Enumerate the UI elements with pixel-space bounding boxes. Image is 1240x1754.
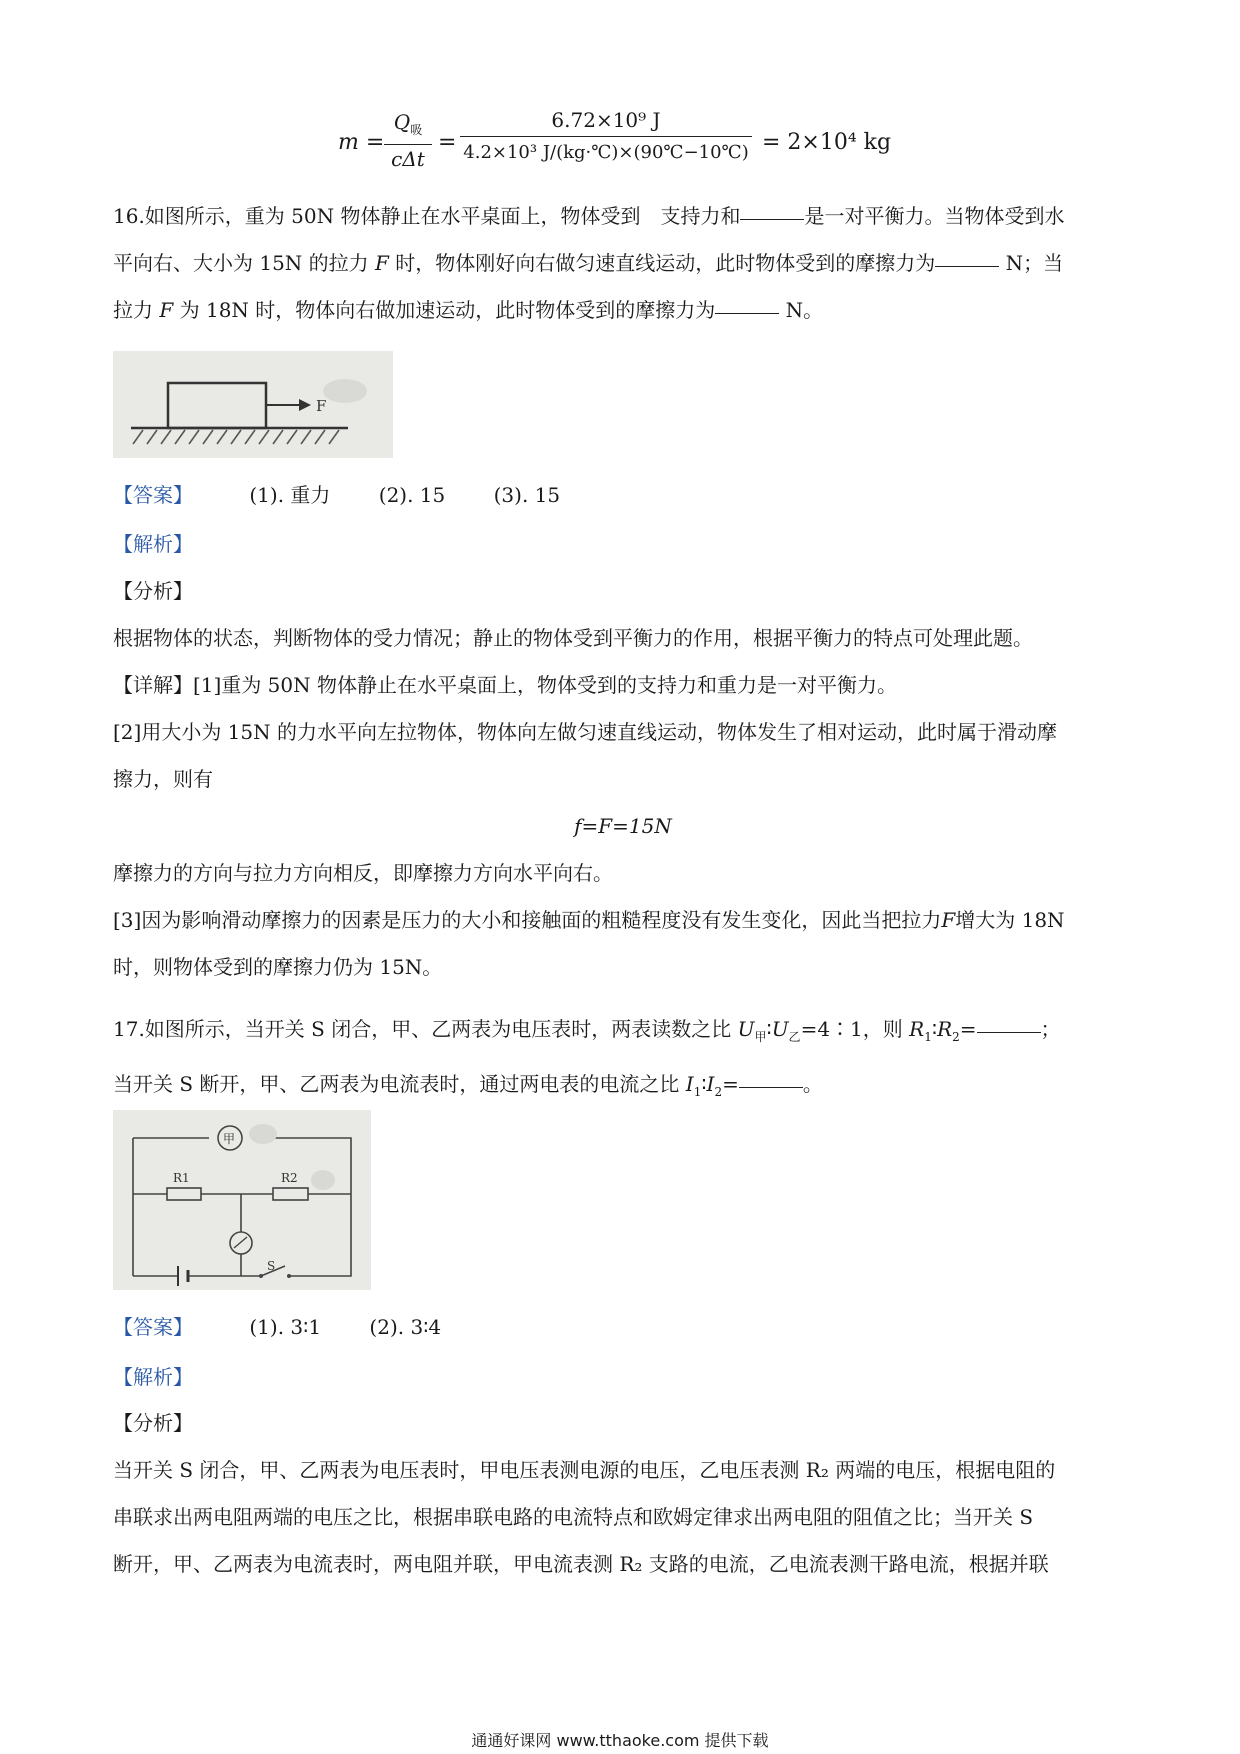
answer-16 bbox=[113, 480, 602, 510]
figure-force-label: F bbox=[316, 397, 327, 415]
r1-label: R1 bbox=[173, 1171, 190, 1185]
answer-item: (1). 3∶1 bbox=[249, 1315, 322, 1339]
answer-item: (3). 15 bbox=[493, 483, 561, 507]
q17-line-1: 17.如图所示，当开关 S 闭合，甲、乙两表为电压表时，两表读数之比 $U_甲∶U_乙=4∶1$，则 $R_1∶R_2=$ ； bbox=[113, 1017, 1061, 1044]
formula-frac1-num: Q bbox=[393, 110, 411, 134]
formula-frac2-num: 6.72×10⁹ J bbox=[551, 108, 661, 132]
analysis-17-line-1: 当开关 S 闭合，甲、乙两表为电压表时，甲电压表测电源的电压，乙电压表测 R₂ 两端的电压，根据电阻的 bbox=[113, 1458, 1056, 1482]
q17-line-2: 当开关 S 断开，甲、乙两表为电流表时，通过两电表的电流之比 $I_1∶I_2=$ 。 bbox=[113, 1072, 823, 1099]
formula bbox=[338, 100, 918, 180]
q16-line-1: 16.如图所示，重为 50N 物体静止在水平桌面上，物体受到 支持力和 是一对平衡力。当物体受到水 bbox=[113, 204, 1065, 228]
q16-line-2: 平向右、大小为 15N 的拉力 F 时，物体刚好向右做匀速直线运动，此时物体受到的摩擦力为 N；当 bbox=[113, 251, 1064, 275]
formula-frac2 bbox=[460, 106, 752, 167]
formula-frac1 bbox=[384, 110, 432, 171]
switch-s-label: S bbox=[267, 1259, 276, 1273]
fenxi-label: 【分析】 bbox=[113, 1411, 193, 1435]
formula-frac1-sub: 吸 bbox=[410, 123, 423, 137]
figure-block-on-table bbox=[113, 351, 393, 458]
answer-item: (1). 重力 bbox=[249, 483, 331, 507]
analysis-17-line-3: 断开，甲、乙两表为电流表时，两电阻并联，甲电流表测 R₂ 支路的电流，乙电流表测干路电流，根据并联 bbox=[113, 1552, 1049, 1576]
fenxi-label: 【分析】 bbox=[113, 579, 193, 603]
jiexi-label-17: 【解析】 bbox=[113, 1365, 193, 1389]
ammeter-jia-label: 甲 bbox=[223, 1132, 236, 1146]
analysis-17-line-2: 串联求出两电阻两端的电压之比，根据串联电路的电流特点和欧姆定律求出两电阻的阻值之比；当开关 S bbox=[113, 1505, 1034, 1529]
answer-item: (2). 15 bbox=[378, 483, 446, 507]
detail-2b: 擦力，则有 bbox=[113, 767, 213, 791]
detail-3a: [3]因为影响滑动摩擦力的因素是压力的大小和接触面的粗糙程度没有发生变化，因此当把拉力F增大为 18N bbox=[113, 908, 1065, 932]
answer-item: (2). 3∶4 bbox=[369, 1315, 442, 1339]
formula-frac2-den: 4.2×10³ J/(kg·℃)×(90℃−10℃) bbox=[463, 142, 749, 163]
analysis-17 bbox=[113, 1400, 1133, 1588]
formula-eq: = bbox=[438, 130, 457, 155]
page-footer: 通通好课网 www.tthaoke.com 提供下载 bbox=[471, 1731, 769, 1750]
figure-circuit bbox=[113, 1110, 371, 1290]
q16-line-3: 拉力 F 为 18N 时，物体向右做加速运动，此时物体受到的摩擦力为 N。 bbox=[113, 298, 824, 322]
analysis-16 bbox=[113, 568, 1133, 991]
formula-result: = 2×10⁴ kg bbox=[762, 130, 892, 155]
answer-label: 【答案】 bbox=[113, 483, 193, 507]
answer-17 bbox=[113, 1312, 483, 1342]
detail-2c: 摩擦力的方向与拉力方向相反，即摩擦力方向水平向右。 bbox=[113, 861, 613, 885]
answer-label: 【答案】 bbox=[113, 1315, 193, 1339]
detail-3b: 时，则物体受到的摩擦力仍为 15N。 bbox=[113, 955, 443, 979]
question-17 bbox=[113, 1006, 1133, 1116]
detail-2a: [2]用大小为 15N 的力水平向左拉物体，物体向左做匀速直线运动，物体发生了相对运动，此时属于滑动摩 bbox=[113, 720, 1057, 744]
formula-lhs: m = bbox=[338, 130, 385, 155]
r2-label: R2 bbox=[281, 1171, 298, 1185]
question-16 bbox=[113, 193, 1133, 334]
formula-frac1-den: cΔt bbox=[391, 147, 425, 171]
detail-1: 【详解】[1]重为 50N 物体静止在水平桌面上，物体受到的支持力和重力是一对平衡力。 bbox=[113, 673, 897, 697]
detail-equation: f=F=15N bbox=[574, 814, 672, 838]
jiexi-label-16: 【解析】 bbox=[113, 532, 193, 556]
fenxi-text: 根据物体的状态，判断物体的受力情况；静止的物体受到平衡力的作用，根据平衡力的特点可处理此题。 bbox=[113, 626, 1033, 650]
